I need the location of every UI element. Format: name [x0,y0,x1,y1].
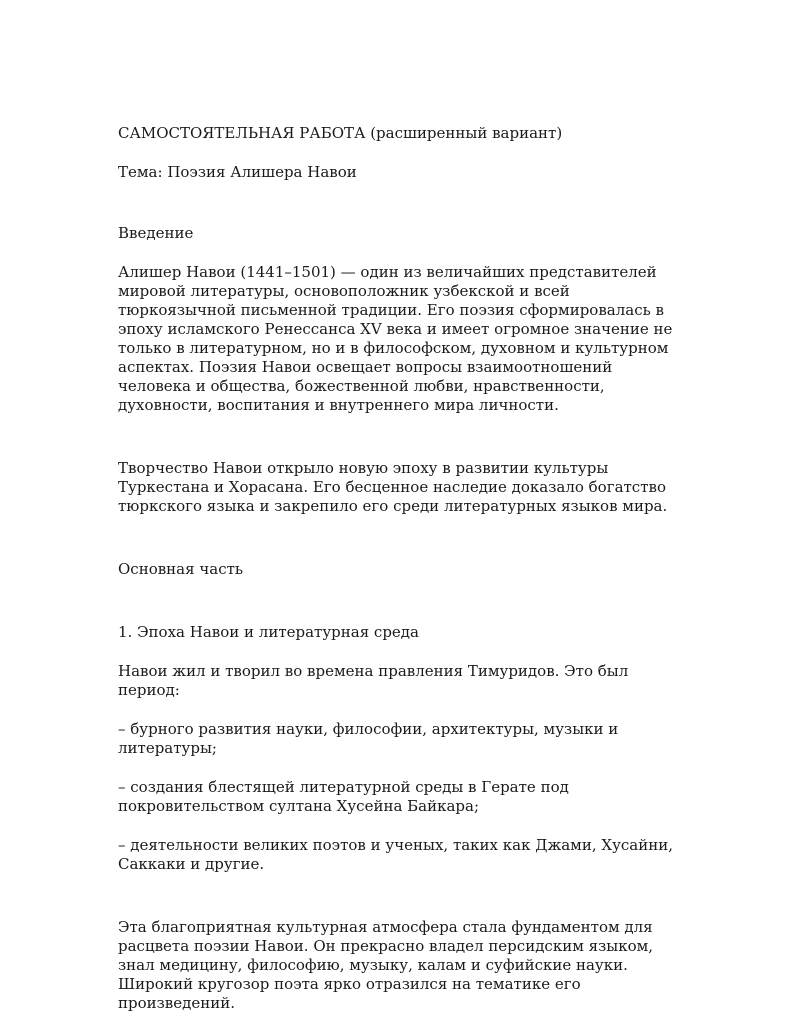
intro-heading: Введение [118,224,194,242]
section1-list-item: – бурного развития науки, философии, архитектуры, музыки и литературы; [118,720,619,757]
section1-list-item: – создания блестящей литературной среды в Герате под покровительством султана Хусейна Байкара; [118,778,569,815]
section1-heading: 1. Эпоха Навои и литературная среда [118,623,419,641]
intro-paragraph-1: Алишер Навои (1441–1501) — один из величайших представителей мировой литературы, основоположник узбекской и всей тюркоязычной письменной традиции. Его поэзия сформировалась в эпоху исламского Ренессанса XV века и имеет огромное значение не только в литературном, но и в философском, духовном и культурном аспектах. Поэзия Навои освещает вопросы взаимоотношений человека и общества, божественной любви, нравственности, духовности, воспитания и внутреннего мира личности. [118,263,673,414]
section1-lead: Навои жил и творил во времена правления Тимуридов. Это был период: [118,662,629,699]
intro-paragraph-2: Творчество Навои открыло новую эпоху в развитии культуры Туркестана и Хорасана. Его бесценное наследие доказало богатство тюркского языка и закрепило его среди литературных языков мира. [118,459,668,515]
section1-paragraph: Эта благоприятная культурная атмосфера стала фундаментом для расцвета поэзии Навои. Он прекрасно владел персидским языком, знал медицину, философию, музыку, калам и суфийские науки. Широкий кругозор поэта ярко отразился на тематике его произведений. [118,918,654,1012]
document-topic: Тема: Поэзия Алишера Навои [118,163,357,181]
document-title: САМОСТОЯТЕЛЬНАЯ РАБОТА (расширенный вариант) [118,124,563,142]
document-body [118,124,684,1013]
section1-list-item: – деятельности великих поэтов и ученых, таких как Джами, Хусайни, Саккаки и другие. [118,836,673,873]
main-heading: Основная часть [118,560,244,578]
